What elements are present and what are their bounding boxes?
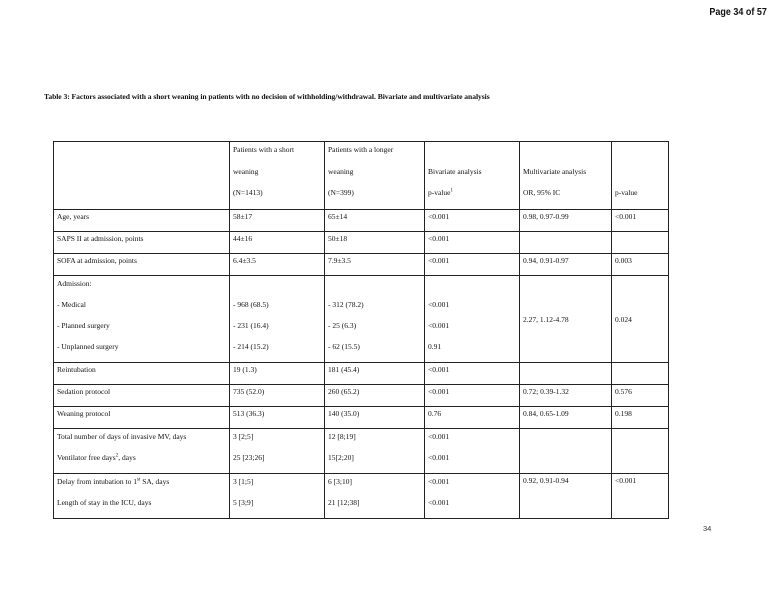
cell-or-ci (520, 231, 612, 253)
cell-multivariate-p (612, 231, 669, 253)
header-text (428, 144, 516, 166)
header-text (615, 144, 665, 166)
table-row (54, 473, 669, 518)
cell-short: 513 (36.3) (230, 406, 325, 428)
cell-bivariate-p (425, 473, 520, 518)
cell-text: - Medical (57, 299, 86, 309)
cell-label: Weaning protocol (54, 406, 230, 428)
cell-text: 12 [8;19] (328, 431, 356, 441)
results-table (53, 141, 669, 519)
header-cell-longer-weaning (325, 142, 425, 210)
page-number: 34 (703, 524, 712, 533)
cell-label: SAPS II at admission, points (54, 231, 230, 253)
cell-or-ci: 0.92, 0.91-0.94 (520, 473, 612, 518)
cell-label: Sedation protocol (54, 384, 230, 406)
cell-longer: 7.9±3.5 (325, 253, 425, 275)
cell-short: 44±16 (230, 231, 325, 253)
cell-short: 6.4±3.5 (230, 253, 325, 275)
cell-bivariate-p: 0.76 (425, 406, 520, 428)
cell-label: Reintubation (54, 362, 230, 384)
cell-text: Length of stay in the ICU, days (57, 497, 152, 507)
table-header-row (54, 142, 669, 210)
cell-text: 2.27, 1.12-4.78 (523, 314, 569, 324)
cell-or-ci: 0.84, 0.65-1.09 (520, 406, 612, 428)
cell-longer: 140 (35.0) (325, 406, 425, 428)
cell-text: 0.024 (615, 314, 632, 324)
cell-or-ci (520, 362, 612, 384)
cell-short: 735 (52.0) (230, 384, 325, 406)
cell-bivariate-p: <0.001 (425, 362, 520, 384)
cell-or-ci: 0.94, 0.91-0.97 (520, 253, 612, 275)
cell-or-ci (520, 428, 612, 473)
cell-short: 58±17 (230, 209, 325, 231)
table-row (54, 231, 669, 253)
cell-text: - 25 (6.3) (328, 320, 357, 330)
cell-label: SOFA at admission, points (54, 253, 230, 275)
cell-text: <0.001 (428, 431, 450, 441)
cell-text: 0.91 (428, 341, 442, 351)
header-text: (N=1413) (233, 188, 263, 197)
cell-or-ci (520, 275, 612, 362)
table-row (54, 253, 669, 275)
header-text: p-value (428, 188, 451, 197)
cell-bivariate-p: <0.001 (425, 384, 520, 406)
header-text: weaning (233, 166, 259, 176)
table-row (54, 406, 669, 428)
cell-multivariate-p: 0.003 (612, 253, 669, 275)
cell-short (230, 428, 325, 473)
cell-label (54, 428, 230, 473)
cell-short (230, 275, 325, 362)
cell-bivariate-p (425, 428, 520, 473)
cell-text: 3 [2;5] (233, 431, 254, 441)
table-row (54, 209, 669, 231)
cell-text (428, 278, 516, 299)
table-row (54, 384, 669, 406)
header-text (428, 187, 516, 209)
footnote-marker: 2 (115, 453, 119, 458)
cell-text: - 231 (16.4) (233, 320, 269, 330)
cell-multivariate-p (612, 275, 669, 362)
cell-longer: 50±18 (325, 231, 425, 253)
cell-text (328, 278, 421, 299)
table-caption: Table 3: Factors associated with a short weaning in patients with no decision of withholding/withdrawal. Bivariate and multivariate analysis (44, 92, 490, 101)
cell-longer: 65±14 (325, 209, 425, 231)
cell-short: 19 (1.3) (230, 362, 325, 384)
cell-or-ci: 0.98, 0.97-0.99 (520, 209, 612, 231)
cell-text: 25 [23;26] (233, 452, 265, 462)
cell-text: - 214 (15.2) (233, 341, 269, 351)
cell-bivariate-p: <0.001 (425, 253, 520, 275)
header-text: Bivariate analysis (428, 166, 482, 176)
cell-text: 15[2;20] (328, 452, 354, 462)
cell-text: Delay from intubation to 1 (57, 476, 137, 486)
cell-label (54, 275, 230, 362)
cell-label: Age, years (54, 209, 230, 231)
header-text: p-value (615, 188, 638, 197)
header-text: OR, 95% IC (523, 188, 561, 197)
cell-text: SA, days (140, 476, 170, 486)
cell-text: <0.001 (428, 320, 450, 330)
header-cell-bivariate (425, 142, 520, 210)
header-text: Multivariate analysis (523, 166, 587, 176)
header-cell-multivariate-p (612, 142, 669, 210)
header-text: Patients with a short (233, 145, 295, 154)
header-text (615, 166, 665, 188)
cell-text: - Unplanned surgery (57, 341, 119, 351)
cell-text: 3 [1;5] (233, 476, 254, 486)
header-text: Patients with a longer (328, 145, 394, 154)
cell-multivariate-p (612, 362, 669, 384)
cell-bivariate-p: <0.001 (425, 231, 520, 253)
cell-text: - Planned surgery (57, 320, 110, 330)
table-row (54, 362, 669, 384)
cell-text: - 968 (68.5) (233, 299, 269, 309)
cell-text: 6 [3;10] (328, 476, 352, 486)
cell-text (57, 476, 226, 497)
cell-text: <0.001 (428, 452, 450, 462)
cell-longer: 260 (65.2) (325, 384, 425, 406)
cell-longer (325, 275, 425, 362)
header-cell-multivariate (520, 142, 612, 210)
table-row (54, 428, 669, 473)
table-row (54, 275, 669, 362)
cell-text: Total number of days of invasive MV, days (57, 431, 187, 441)
cell-label (54, 473, 230, 518)
cell-text: , days (118, 452, 136, 462)
cell-longer (325, 473, 425, 518)
cell-longer (325, 428, 425, 473)
cell-bivariate-p (425, 275, 520, 362)
cell-text (233, 278, 321, 299)
cell-text (57, 452, 226, 473)
cell-short (230, 473, 325, 518)
cell-bivariate-p: <0.001 (425, 209, 520, 231)
cell-text: Ventilator free days (57, 452, 116, 462)
cell-text: 5 [3;9] (233, 497, 254, 507)
header-cell-short-weaning (230, 142, 325, 210)
cell-multivariate-p: 0.198 (612, 406, 669, 428)
cell-text: - 62 (15.5) (328, 341, 360, 351)
footnote-marker: 1 (450, 188, 453, 194)
cell-text: <0.001 (428, 476, 450, 486)
cell-longer: 181 (45.4) (325, 362, 425, 384)
header-text: weaning (328, 166, 354, 176)
cell-multivariate-p: <0.001 (612, 473, 669, 518)
superscript: st (136, 477, 141, 482)
cell-text: - 312 (78.2) (328, 299, 364, 309)
header-text: (N=399) (328, 188, 354, 197)
cell-multivariate-p: <0.001 (612, 209, 669, 231)
page-header: Page 34 of 57 (709, 7, 767, 18)
cell-multivariate-p (612, 428, 669, 473)
cell-or-ci: 0.72; 0.39-1.32 (520, 384, 612, 406)
cell-text: 21 [12;38] (328, 497, 360, 507)
header-text (523, 144, 608, 166)
cell-multivariate-p: 0.576 (612, 384, 669, 406)
cell-text: <0.001 (428, 497, 450, 507)
header-cell-variable (54, 142, 230, 210)
cell-text: Admission: (57, 278, 92, 288)
cell-text: <0.001 (428, 299, 450, 309)
